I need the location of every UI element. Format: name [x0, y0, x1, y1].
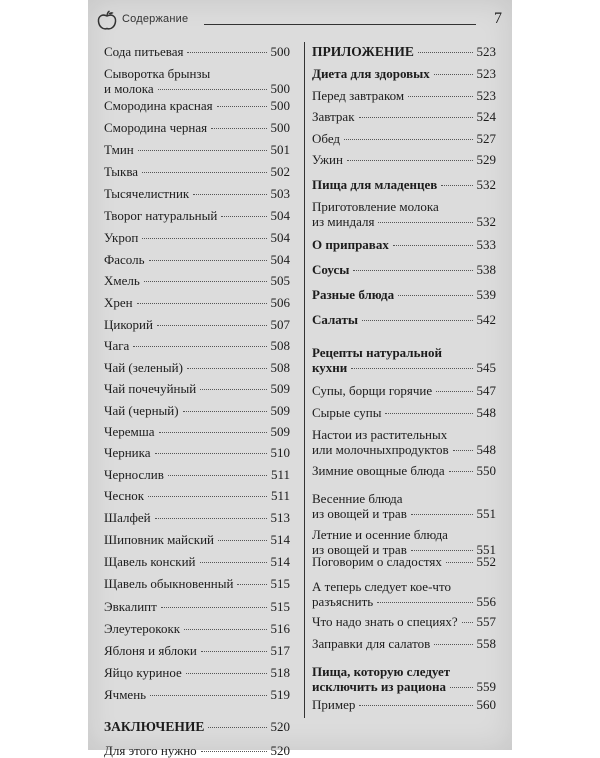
toc-entry-title: А теперь следует кое-что: [312, 579, 451, 594]
toc-page-number: 557: [476, 614, 496, 629]
toc-entry-title: Фасоль: [104, 252, 145, 267]
toc-page-number: 517: [270, 643, 290, 658]
toc-entry-title: Зимние овощные блюда: [312, 463, 445, 478]
toc-entry-title: Чай (черный): [104, 403, 179, 418]
dot-leader: [201, 651, 267, 652]
toc-entry: [104, 252, 290, 267]
toc-entry-title: Весенние блюда: [312, 491, 403, 506]
toc-page-number: 559: [476, 679, 496, 694]
dot-leader: [217, 106, 267, 107]
toc-entry-title: Рецепты натуральной: [312, 345, 442, 360]
toc-page-number: 523: [476, 66, 496, 81]
toc-entry: [312, 199, 496, 229]
toc-entry: [104, 44, 290, 59]
toc-entry-title: Элеутерококк: [104, 621, 181, 636]
toc-entry: [104, 381, 290, 396]
toc-entry: [104, 719, 290, 734]
section-title: Содержание: [122, 13, 189, 25]
toc-entry: [104, 360, 290, 375]
toc-entry-title: и молока: [104, 81, 154, 96]
toc-entry-title: Обед: [312, 131, 341, 146]
toc-page-number: 523: [476, 88, 496, 103]
dot-leader: [138, 150, 267, 151]
toc-entry-title: Смородина черная: [104, 120, 208, 135]
toc-entry-title: Тыква: [104, 164, 139, 179]
toc-page-number: 500: [270, 120, 290, 135]
dot-leader: [449, 471, 473, 472]
toc-entry-title: Черемша: [104, 424, 155, 439]
toc-entry: [104, 230, 290, 245]
toc-entry-title: кухни: [312, 360, 348, 375]
toc-entry-title: Черника: [104, 445, 151, 460]
toc-page-number: 551: [476, 542, 496, 557]
toc-page-number: 558: [476, 636, 496, 651]
toc-entry-title: Щавель конский: [104, 554, 196, 569]
toc-entry-title: Цикорий: [104, 317, 153, 332]
dot-leader: [161, 607, 267, 608]
dot-leader: [237, 584, 266, 585]
toc-entry-title: Приготовление молока: [312, 199, 439, 214]
toc-entry-title: Для этого нужно: [104, 743, 197, 758]
toc-entry: [312, 131, 496, 146]
toc-page-number: 529: [476, 152, 496, 167]
dot-leader: [201, 751, 267, 752]
toc-entry-title: Супы, борщи горячие: [312, 383, 433, 398]
dot-leader: [347, 160, 473, 161]
toc-entry: [312, 88, 496, 103]
toc-entry-title: из овощей и трав: [312, 506, 407, 521]
toc-entry: [104, 66, 290, 96]
apple-icon: [96, 9, 118, 31]
toc-entry-title: Разные блюда: [312, 287, 395, 302]
dot-leader: [411, 514, 473, 515]
toc-page-number: 509: [270, 403, 290, 418]
toc-entry-title: Хмель: [104, 273, 140, 288]
toc-page-number: 511: [270, 488, 290, 503]
toc-entry: [104, 621, 290, 636]
dot-leader: [436, 391, 472, 392]
toc-entry-title: Щавель обыкновенный: [104, 576, 234, 591]
toc-entry: [104, 467, 290, 482]
toc-entry: [104, 424, 290, 439]
toc-page-number: 515: [270, 576, 290, 591]
toc-page-number: 518: [270, 665, 290, 680]
dot-leader: [344, 139, 472, 140]
toc-entry: [312, 579, 496, 609]
dot-leader: [218, 540, 266, 541]
toc-page-number: 548: [476, 405, 496, 420]
toc-entry-title: ЗАКЛЮЧЕНИЕ: [104, 719, 205, 734]
toc-entry-title: Пища для младенцев: [312, 177, 438, 192]
toc-entry-title: Укроп: [104, 230, 139, 245]
toc-entry: [104, 510, 290, 525]
toc-entry-title: Летние и осенние блюда: [312, 527, 448, 542]
toc-entry: [104, 743, 290, 758]
toc-page-number: 532: [476, 177, 496, 192]
dot-leader: [362, 320, 473, 321]
toc-entry-title: Яйцо куриное: [104, 665, 182, 680]
toc-page-number: 505: [270, 273, 290, 288]
toc-page-number: 501: [270, 142, 290, 157]
toc-page-number: 532: [476, 214, 496, 229]
toc-entry-title: Эвкалипт: [104, 599, 157, 614]
toc-entry: [312, 636, 496, 651]
toc-entry: [312, 152, 496, 167]
toc-entry-title: исключить из рациона: [312, 679, 446, 694]
toc-entry-title: Тмин: [104, 142, 134, 157]
dot-leader: [359, 117, 473, 118]
toc-page-number: 509: [270, 381, 290, 396]
toc-entry: [104, 273, 290, 288]
toc-page-number: 533: [476, 237, 496, 252]
toc-entry-title: или молочныхпродуктов: [312, 442, 449, 457]
toc-entry: [104, 338, 290, 353]
dot-leader: [150, 695, 266, 696]
toc-entry-title: Чернослив: [104, 467, 164, 482]
dot-leader: [149, 260, 267, 261]
toc-entry-title: Сода питьевая: [104, 44, 184, 59]
toc-page-number: 504: [270, 230, 290, 245]
toc-entry: [104, 186, 290, 201]
toc-page-number: 519: [270, 687, 290, 702]
dot-leader: [377, 602, 472, 603]
header-rule: [204, 24, 476, 25]
toc-entry-title: Поговорим о сладостях: [312, 554, 442, 569]
toc-entry: [104, 120, 290, 135]
column-divider: [304, 42, 305, 718]
page-number: 7: [494, 10, 502, 27]
toc-page-number: 514: [270, 532, 290, 547]
toc-entry-title: Пища, которую следует: [312, 664, 451, 679]
dot-leader: [221, 216, 266, 217]
dot-leader: [187, 368, 267, 369]
toc-entry-title: Чай почечуйный: [104, 381, 197, 396]
page-header: [96, 8, 504, 32]
dot-leader: [208, 727, 266, 728]
dot-leader: [450, 687, 473, 688]
toc-entry: [104, 317, 290, 332]
toc-page-number: 500: [270, 98, 290, 113]
toc-page-number: 524: [476, 109, 496, 124]
toc-entry-title: Ячмень: [104, 687, 147, 702]
toc-page-number: 500: [270, 44, 290, 59]
toc-entry: [312, 262, 496, 277]
dot-leader: [434, 644, 472, 645]
dot-leader: [441, 185, 472, 186]
toc-page-number: 527: [476, 131, 496, 146]
toc-entry-title: Сыворотка брынзы: [104, 66, 211, 81]
toc-entry-title: Завтрак: [312, 109, 355, 124]
toc-entry: [312, 109, 496, 124]
toc-entry: [104, 164, 290, 179]
toc-entry: [104, 554, 290, 569]
toc-entry: [312, 345, 496, 375]
dot-leader: [393, 245, 473, 246]
toc-page-number: 503: [270, 186, 290, 201]
toc-page-number: 514: [270, 554, 290, 569]
toc-entry-title: Чага: [104, 338, 130, 353]
dot-leader: [133, 346, 266, 347]
toc-entry: [312, 405, 496, 420]
dot-leader: [418, 52, 473, 53]
dot-leader: [411, 550, 473, 551]
toc-entry: [312, 287, 496, 302]
toc-page-number: 542: [476, 312, 496, 327]
toc-entry-title: разъяснить: [312, 594, 374, 609]
toc-entry-title: Шалфей: [104, 510, 151, 525]
toc-page-number: 552: [476, 554, 496, 569]
toc-page-number: 500: [270, 81, 290, 96]
toc-entry-title: из овощей и трав: [312, 542, 407, 557]
toc-page-number: 538: [476, 262, 496, 277]
dot-leader: [211, 128, 266, 129]
toc-entry: [312, 383, 496, 398]
toc-entry-title: из миндаля: [312, 214, 375, 229]
toc-entry: [312, 427, 496, 457]
toc-entry-title: Тысячелистник: [104, 186, 190, 201]
toc-entry-title: Салаты: [312, 312, 358, 327]
toc-entry: [104, 687, 290, 702]
toc-entry: [104, 665, 290, 680]
dot-leader: [446, 562, 473, 563]
toc-entry: [312, 177, 496, 192]
toc-entry-title: Ужин: [312, 152, 343, 167]
toc-entry-title: Диета для здоровых: [312, 66, 430, 81]
toc-entry: [312, 697, 496, 712]
toc-page-number: 502: [270, 164, 290, 179]
toc-entry-title: Пример: [312, 697, 356, 712]
toc-entry-title: Хрен: [104, 295, 133, 310]
toc-entry-title: Сырые супы: [312, 405, 382, 420]
toc-page-number: 520: [270, 743, 290, 758]
toc-entry: [104, 295, 290, 310]
toc-entry: [104, 488, 290, 503]
toc-page-number: 504: [270, 208, 290, 223]
dot-leader: [155, 518, 267, 519]
dot-leader: [184, 629, 266, 630]
dot-leader: [398, 295, 472, 296]
toc-entry-title: Соусы: [312, 262, 350, 277]
toc-page-number: 520: [270, 719, 290, 734]
toc-entry-title: Заправки для салатов: [312, 636, 431, 651]
toc-page-number: 551: [476, 506, 496, 521]
toc-page-number: 545: [476, 360, 496, 375]
toc-entry-title: Шиповник майский: [104, 532, 215, 547]
toc-entry-title: Яблоня и яблоки: [104, 643, 197, 658]
toc-page-number: 508: [270, 338, 290, 353]
toc-entry: [104, 403, 290, 418]
toc-entry-title: ПРИЛОЖЕНИЕ: [312, 44, 414, 59]
toc-page-number: 510: [270, 445, 290, 460]
toc-entry: [312, 554, 496, 569]
dot-leader: [155, 453, 267, 454]
toc-entry: [312, 527, 496, 557]
toc-page-number: 548: [476, 442, 496, 457]
toc-page-number: 515: [270, 599, 290, 614]
dot-leader: [193, 194, 266, 195]
dot-leader: [158, 89, 267, 90]
toc-page-number: 523: [476, 44, 496, 59]
toc-entry: [104, 532, 290, 547]
toc-page-number: 504: [270, 252, 290, 267]
toc-entry-title: Перед завтраком: [312, 88, 405, 103]
toc-entry: [312, 614, 496, 629]
dot-leader: [462, 622, 473, 623]
toc-page-number: 539: [476, 287, 496, 302]
dot-leader: [142, 238, 266, 239]
toc-page-number: 513: [270, 510, 290, 525]
dot-leader: [385, 413, 472, 414]
toc-entry: [104, 599, 290, 614]
dot-leader: [408, 96, 472, 97]
toc-entry: [312, 463, 496, 478]
toc-page-number: 511: [270, 467, 290, 482]
dot-leader: [200, 389, 266, 390]
toc-entry-title: О приправах: [312, 237, 389, 252]
toc-entry: [104, 142, 290, 157]
dot-leader: [142, 172, 266, 173]
toc-page-number: 547: [476, 383, 496, 398]
toc-page-number: 506: [270, 295, 290, 310]
toc-entry: [104, 98, 290, 113]
toc-entry: [104, 576, 290, 591]
toc-page-number: 509: [270, 424, 290, 439]
dot-leader: [137, 303, 267, 304]
toc-entry: [312, 491, 496, 521]
dot-leader: [200, 562, 267, 563]
dot-leader: [183, 411, 267, 412]
toc-page-number: 560: [476, 697, 496, 712]
dot-leader: [157, 325, 267, 326]
dot-leader: [453, 450, 473, 451]
dot-leader: [168, 475, 267, 476]
dot-leader: [378, 222, 472, 223]
toc-entry-title: Чеснок: [104, 488, 145, 503]
toc-entry: [312, 66, 496, 81]
toc-entry-title: Чай (зеленый): [104, 360, 183, 375]
dot-leader: [359, 705, 472, 706]
toc-page-number: 550: [476, 463, 496, 478]
dot-leader: [159, 432, 267, 433]
toc-entry: [104, 208, 290, 223]
toc-entry-title: Настои из растительных: [312, 427, 448, 442]
dot-leader: [353, 270, 472, 271]
toc-entry: [104, 445, 290, 460]
dot-leader: [186, 673, 267, 674]
toc-entry: [312, 312, 496, 327]
toc-page-number: 516: [270, 621, 290, 636]
dot-leader: [148, 496, 267, 497]
dot-leader: [351, 368, 472, 369]
dot-leader: [434, 74, 473, 75]
toc-entry: [312, 664, 496, 694]
dot-leader: [187, 52, 266, 53]
toc-page-number: 508: [270, 360, 290, 375]
toc-page-number: 507: [270, 317, 290, 332]
toc-entry-title: Смородина красная: [104, 98, 213, 113]
toc-page-number: 556: [476, 594, 496, 609]
toc-entry: [104, 643, 290, 658]
toc-entry: [312, 237, 496, 252]
toc-entry-title: Творог натуральный: [104, 208, 218, 223]
toc-entry: [312, 44, 496, 59]
dot-leader: [144, 281, 267, 282]
toc-entry-title: Что надо знать о специях?: [312, 614, 458, 629]
